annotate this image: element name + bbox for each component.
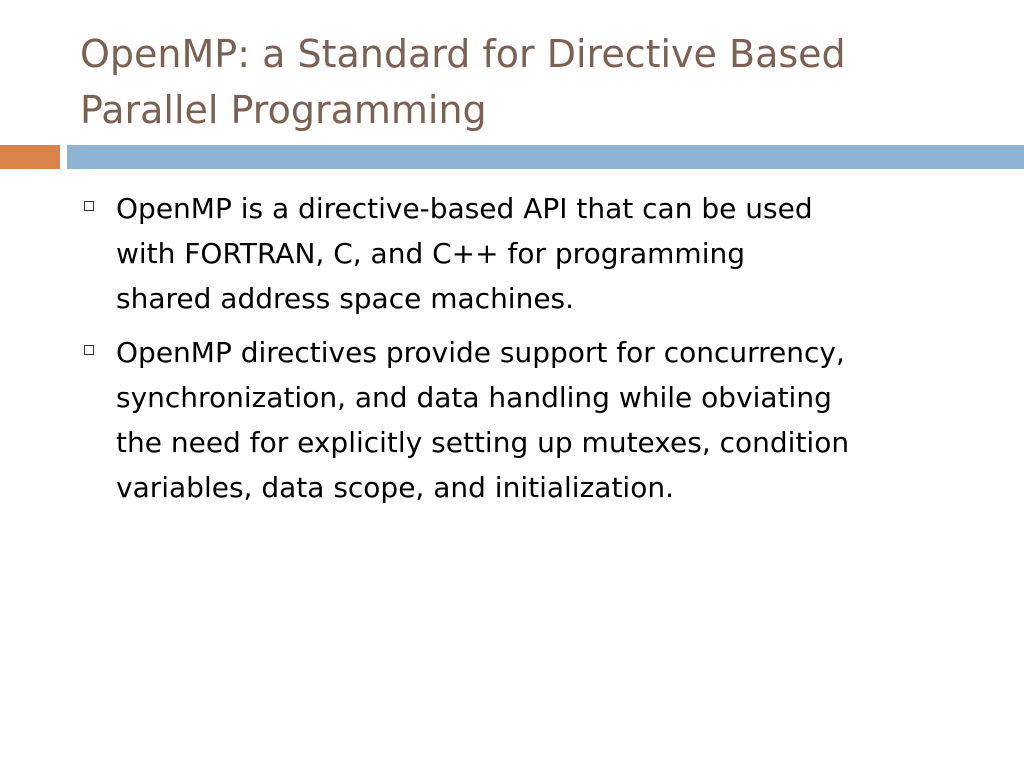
bullet-text-1 — [116, 186, 992, 321]
bullet-2-line-4: variables, data scope, and initialization. — [116, 471, 674, 504]
bullet-1-line-3: shared address space machines. — [116, 282, 575, 315]
bullet-text-2 — [116, 330, 992, 510]
bullet-2-line-3: the need for explicitly setting up mutexes, condition — [116, 426, 850, 459]
title-line-2: Parallel Programming — [80, 88, 487, 132]
slide-title — [80, 26, 980, 138]
accent-bar-blue — [67, 145, 1024, 169]
bullet-item-2 — [82, 330, 992, 510]
bullet-2-line-2: synchronization, and data handling while obviating — [116, 381, 832, 414]
hollow-square-bullet-icon — [84, 201, 94, 211]
hollow-square-bullet-icon — [84, 345, 94, 355]
bullet-2-line-1: OpenMP directives provide support for concurrency, — [116, 336, 845, 369]
bullet-item-1 — [82, 186, 992, 321]
bullet-list — [82, 186, 992, 519]
bullet-1-line-2: with FORTRAN, C, and C++ for programming — [116, 237, 745, 270]
accent-bar-orange — [0, 145, 60, 169]
bullet-1-line-1: OpenMP is a directive-based API that can be used — [116, 192, 813, 225]
title-line-1: OpenMP: a Standard for Directive Based — [80, 32, 846, 76]
